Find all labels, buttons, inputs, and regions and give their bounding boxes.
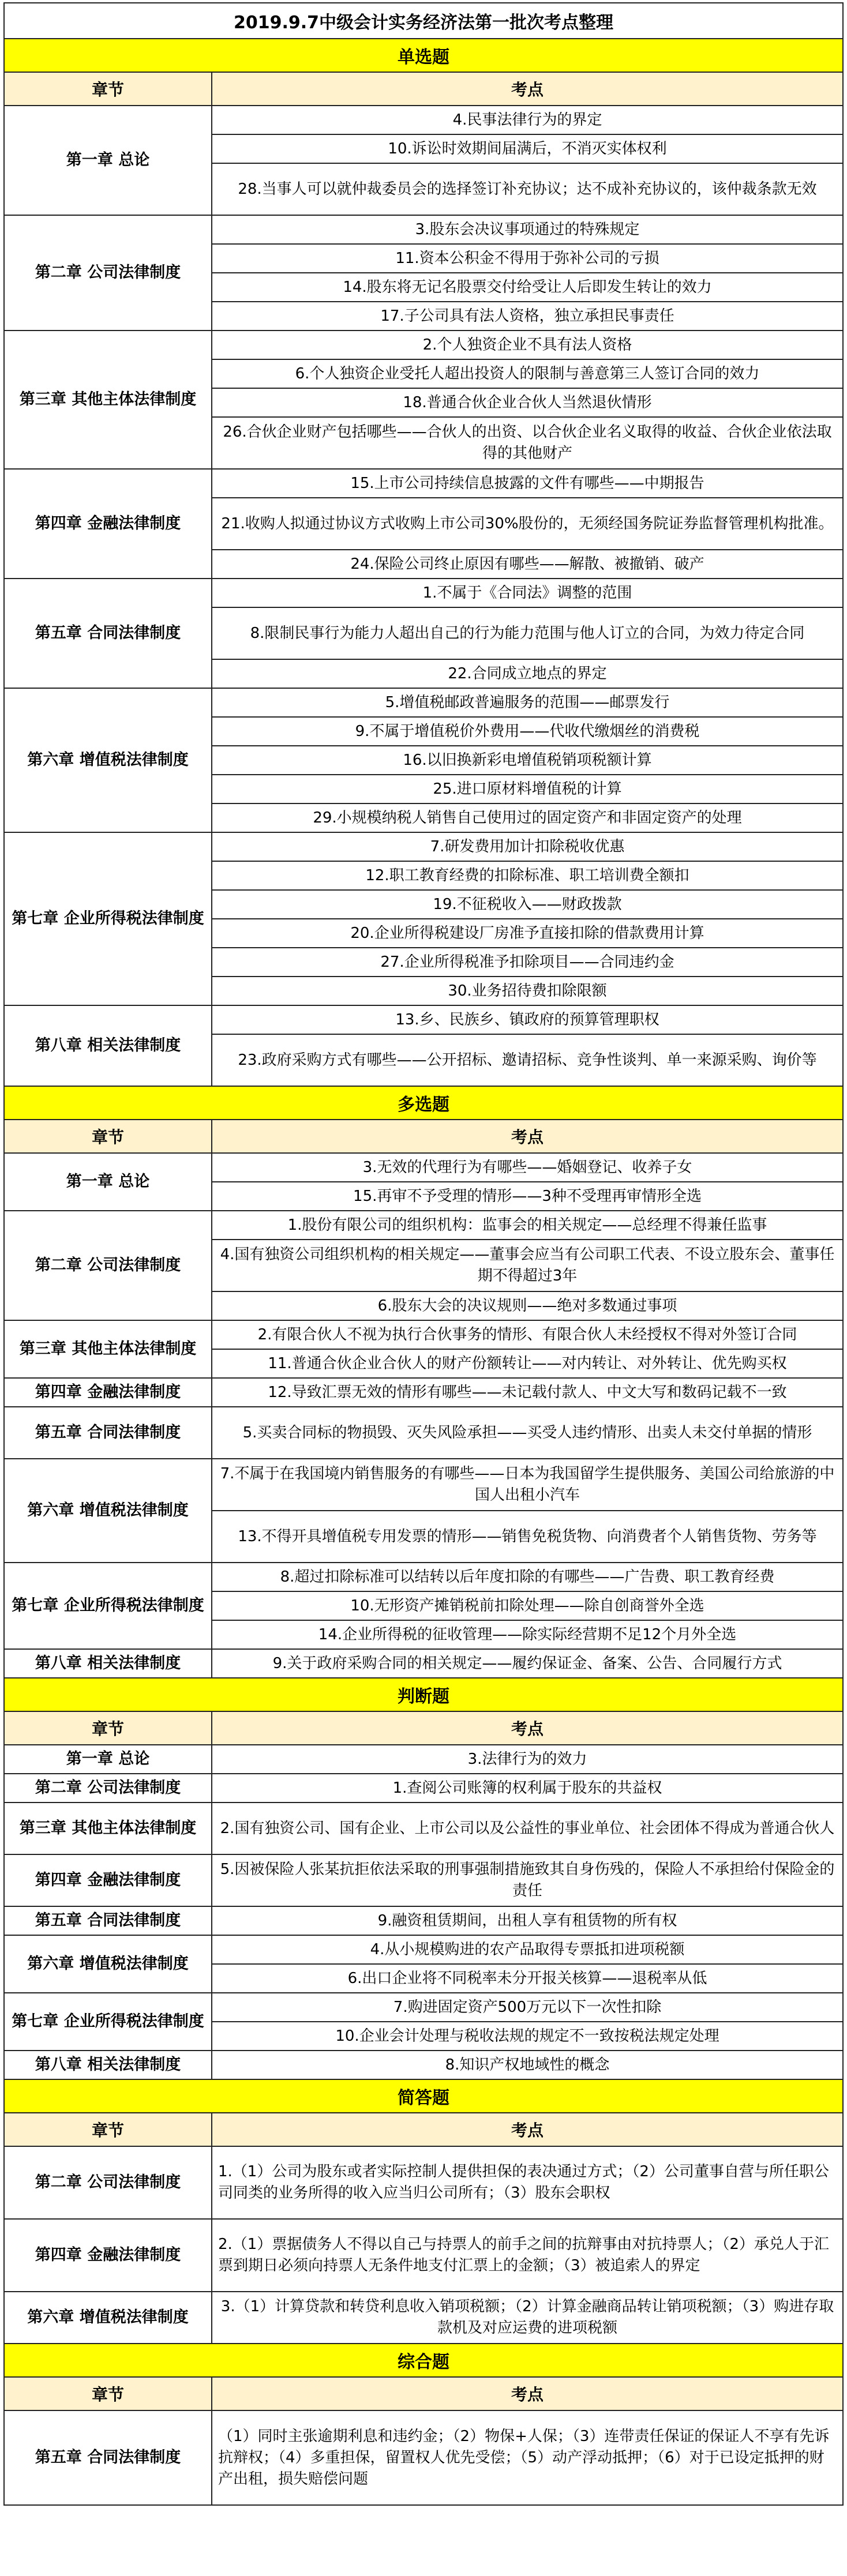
point-cell: 12.导致汇票无效的情形有哪些——未记载付款人、中文大写和数码记载不一致	[212, 1378, 843, 1407]
chapter-cell: 第四章 金融法律制度	[4, 469, 212, 579]
point-cell: 27.企业所得税准予扣除项目——合同违约金	[212, 948, 843, 977]
chapter-cell: 第二章 公司法律制度	[4, 2146, 212, 2219]
chapter-cell: 第三章 其他主体法律制度	[4, 331, 212, 469]
point-cell: 13.乡、民族乡、镇政府的预算管理职权	[212, 1005, 843, 1034]
point-cell: 15.再审不予受理的情形——3种不受理再审情形全选	[212, 1182, 843, 1211]
chapter-cell: 第六章 增值税法律制度	[4, 688, 212, 832]
point-cell: 9.不属于增值税价外费用——代收代缴烟丝的消费税	[212, 717, 843, 746]
table-row	[4, 1153, 843, 1182]
point-cell: 6.个人独资企业受托人超出投资人的限制与善意第三人签订合同的效力	[212, 359, 843, 388]
point-cell: 4.国有独资公司组织机构的相关规定——董事会应当有公司职工代表、不设立股东会、董事任期不得超过3年	[212, 1240, 843, 1291]
column-header-point: 考点	[212, 1120, 843, 1153]
point-cell: 24.保险公司终止原因有哪些——解散、被撤销、破产	[212, 550, 843, 579]
point-cell: 2.有限合伙人不视为执行合伙事务的情形、有限合伙人未经授权不得对外签订合同	[212, 1320, 843, 1349]
column-header-chapter: 章节	[4, 2377, 212, 2410]
title-row	[4, 3, 843, 39]
point-cell: 8.知识产权地域性的概念	[212, 2051, 843, 2079]
section-title: 单选题	[4, 39, 843, 72]
chapter-cell: 第五章 合同法律制度	[4, 1407, 212, 1459]
point-cell: 21.收购人拟通过协议方式收购上市公司30%股份的，无须经国务院证券监督管理机构批准。	[212, 498, 843, 550]
table-row	[4, 1320, 843, 1349]
chapter-cell: 第七章 企业所得税法律制度	[4, 1993, 212, 2051]
point-cell: 6.股东大会的决议规则——绝对多数通过事项	[212, 1291, 843, 1320]
table-row	[4, 2219, 843, 2292]
point-cell: 8.限制民事行为能力人超出自己的行为能力范围与他人订立的合同，为效力待定合同	[212, 607, 843, 659]
table-row	[4, 579, 843, 607]
chapter-cell: 第七章 企业所得税法律制度	[4, 832, 212, 1005]
chapter-cell: 第一章 总论	[4, 106, 212, 215]
table-row	[4, 469, 843, 498]
point-cell: 28.当事人可以就仲裁委员会的选择签订补充协议；达不成补充协议的，该仲裁条款无效	[212, 163, 843, 215]
point-cell: 23.政府采购方式有哪些——公开招标、邀请招标、竞争性谈判、单一来源采购、询价等	[212, 1034, 843, 1086]
table-row	[4, 1906, 843, 1935]
point-cell: 30.业务招待费扣除限额	[212, 977, 843, 1005]
column-header-point: 考点	[212, 72, 843, 106]
section-header-row	[4, 1678, 843, 1711]
point-cell: 10.诉讼时效期间届满后，不消灭实体权利	[212, 134, 843, 163]
chapter-cell: 第四章 金融法律制度	[4, 2219, 212, 2292]
point-cell: 2.（1）票据债务人不得以自己与持票人的前手之间的抗辩事由对抗持票人；（2）承兑人于汇票到期日必须向持票人无条件地支付汇票上的金额；（3）被追索人的界定	[212, 2219, 843, 2292]
point-cell: 4.从小规模购进的农产品取得专票抵扣进项税额	[212, 1935, 843, 1964]
chapter-cell: 第三章 其他主体法律制度	[4, 1803, 212, 1854]
point-cell: 11.普通合伙企业合伙人的财产份额转让——对内转让、对外转让、优先购买权	[212, 1349, 843, 1378]
chapter-cell: 第五章 合同法律制度	[4, 2410, 212, 2505]
chapter-cell: 第二章 公司法律制度	[4, 1774, 212, 1803]
point-cell: 7.不属于在我国境内销售服务的有哪些——日本为我国留学生提供服务、美国公司给旅游的中国人出租小汽车	[212, 1459, 843, 1511]
table-row	[4, 106, 843, 134]
point-cell: 25.进口原材料增值税的计算	[212, 775, 843, 803]
section-header-row	[4, 1086, 843, 1120]
page-title: 2019.9.7中级会计实务经济法第一批次考点整理	[4, 3, 843, 39]
exam-points-table	[3, 2, 844, 2506]
chapter-cell: 第二章 公司法律制度	[4, 215, 212, 331]
column-header-row	[4, 2377, 843, 2410]
table-row	[4, 1378, 843, 1407]
chapter-cell: 第四章 金融法律制度	[4, 1378, 212, 1407]
section-title: 简答题	[4, 2079, 843, 2113]
point-cell: 10.无形资产摊销税前扣除处理——除自创商誉外全选	[212, 1591, 843, 1620]
chapter-cell: 第二章 公司法律制度	[4, 1211, 212, 1320]
point-cell: 7.购进固定资产500万元以下一次性扣除	[212, 1993, 843, 2022]
column-header-row	[4, 1120, 843, 1153]
chapter-cell: 第一章 总论	[4, 1153, 212, 1211]
chapter-cell: 第八章 相关法律制度	[4, 2051, 212, 2079]
section-title: 综合题	[4, 2344, 843, 2377]
point-cell: 22.合同成立地点的界定	[212, 659, 843, 688]
table-row	[4, 215, 843, 244]
point-cell: 29.小规模纳税人销售自己使用过的固定资产和非固定资产的处理	[212, 803, 843, 832]
point-cell: 1.不属于《合同法》调整的范围	[212, 579, 843, 607]
point-cell: 13.不得开具增值税专用发票的情形——销售免税货物、向消费者个人销售货物、劳务等	[212, 1511, 843, 1563]
table-row	[4, 1854, 843, 1906]
table-row	[4, 1774, 843, 1803]
table-row	[4, 1935, 843, 1964]
point-cell: 10.企业会计处理与税收法规的规定不一致按税法规定处理	[212, 2022, 843, 2051]
point-cell: 3.无效的代理行为有哪些——婚姻登记、收养子女	[212, 1153, 843, 1182]
column-header-point: 考点	[212, 2377, 843, 2410]
column-header-chapter: 章节	[4, 72, 212, 106]
column-header-chapter: 章节	[4, 1711, 212, 1745]
chapter-cell: 第五章 合同法律制度	[4, 579, 212, 688]
point-cell: 2.国有独资公司、国有企业、上市公司以及公益性的事业单位、社会团体不得成为普通合伙人	[212, 1803, 843, 1854]
table-row	[4, 1745, 843, 1774]
section-header-row	[4, 2079, 843, 2113]
table-row	[4, 832, 843, 861]
table-row	[4, 2051, 843, 2079]
point-cell: 26.合伙企业财产包括哪些——合伙人的出资、以合伙企业名义取得的收益、合伙企业依法取得的其他财产	[212, 417, 843, 469]
chapter-cell: 第六章 增值税法律制度	[4, 1459, 212, 1563]
table-row	[4, 1211, 843, 1240]
point-cell: 11.资本公积金不得用于弥补公司的亏损	[212, 244, 843, 273]
point-cell: 5.增值税邮政普遍服务的范围——邮票发行	[212, 688, 843, 717]
chapter-cell: 第五章 合同法律制度	[4, 1906, 212, 1935]
point-cell: 9.融资租赁期间，出租人享有租赁物的所有权	[212, 1906, 843, 1935]
point-cell: 9.关于政府采购合同的相关规定——履约保证金、备案、公告、合同履行方式	[212, 1649, 843, 1678]
table-row	[4, 1005, 843, 1034]
chapter-cell: 第一章 总论	[4, 1745, 212, 1774]
chapter-cell: 第八章 相关法律制度	[4, 1649, 212, 1678]
section-header-row	[4, 2344, 843, 2377]
point-cell: 1.股份有限公司的组织机构：监事会的相关规定——总经理不得兼任监事	[212, 1211, 843, 1240]
column-header-row	[4, 2113, 843, 2146]
point-cell: 17.子公司具有法人资格，独立承担民事责任	[212, 302, 843, 331]
point-cell: （1）同时主张逾期利息和违约金；（2）物保+人保；（3）连带责任保证的保证人不享有先诉抗辩权；（4）多重担保，留置权人优先受偿；（5）动产浮动抵押；（6）对于已设定抵押的财产出租，损失赔偿问题	[212, 2410, 843, 2505]
point-cell: 7.研发费用加计扣除税收优惠	[212, 832, 843, 861]
table-row	[4, 1993, 843, 2022]
chapter-cell: 第七章 企业所得税法律制度	[4, 1563, 212, 1649]
chapter-cell: 第四章 金融法律制度	[4, 1854, 212, 1906]
column-header-row	[4, 1711, 843, 1745]
column-header-chapter: 章节	[4, 2113, 212, 2146]
column-header-point: 考点	[212, 1711, 843, 1745]
point-cell: 19.不征税收入——财政拨款	[212, 890, 843, 919]
table-row	[4, 688, 843, 717]
table-row	[4, 2146, 843, 2219]
point-cell: 5.因被保险人张某抗拒依法采取的刑事强制措施致其自身伤残的，保险人不承担给付保险金的责任	[212, 1854, 843, 1906]
point-cell: 1.查阅公司账簿的权利属于股东的共益权	[212, 1774, 843, 1803]
point-cell: 1.（1）公司为股东或者实际控制人提供担保的表决通过方式；（2）公司董事自营与所任职公司同类的业务所得的收入应当归公司所有；（3）股东会职权	[212, 2146, 843, 2219]
table-row	[4, 1563, 843, 1591]
point-cell: 3.法律行为的效力	[212, 1745, 843, 1774]
section-title: 判断题	[4, 1678, 843, 1711]
point-cell: 2.个人独资企业不具有法人资格	[212, 331, 843, 359]
chapter-cell: 第六章 增值税法律制度	[4, 1935, 212, 1993]
point-cell: 14.企业所得税的征收管理——除实际经营期不足12个月外全选	[212, 1620, 843, 1649]
table-row	[4, 1459, 843, 1511]
table-row	[4, 2292, 843, 2344]
table-row	[4, 2410, 843, 2505]
point-cell: 14.股东将无记名股票交付给受让人后即发生转让的效力	[212, 273, 843, 302]
point-cell: 3.股东会决议事项通过的特殊规定	[212, 215, 843, 244]
table-row	[4, 1803, 843, 1854]
table-row	[4, 1649, 843, 1678]
table-row	[4, 1407, 843, 1459]
point-cell: 12.职工教育经费的扣除标准、职工培训费全额扣	[212, 861, 843, 890]
section-title: 多选题	[4, 1086, 843, 1120]
section-header-row	[4, 39, 843, 72]
point-cell: 3.（1）计算贷款和转贷利息收入销项税额；（2）计算金融商品转让销项税额；（3）购进存取款机及对应运费的进项税额	[212, 2292, 843, 2344]
column-header-row	[4, 72, 843, 106]
point-cell: 6.出口企业将不同税率未分开报关核算——退税率从低	[212, 1964, 843, 1993]
column-header-chapter: 章节	[4, 1120, 212, 1153]
chapter-cell: 第六章 增值税法律制度	[4, 2292, 212, 2344]
chapter-cell: 第八章 相关法律制度	[4, 1005, 212, 1086]
table-row	[4, 331, 843, 359]
point-cell: 18.普通合伙企业合伙人当然退伙情形	[212, 388, 843, 417]
point-cell: 16.以旧换新彩电增值税销项税额计算	[212, 746, 843, 775]
point-cell: 8.超过扣除标准可以结转以后年度扣除的有哪些——广告费、职工教育经费	[212, 1563, 843, 1591]
chapter-cell: 第三章 其他主体法律制度	[4, 1320, 212, 1378]
point-cell: 15.上市公司持续信息披露的文件有哪些——中期报告	[212, 469, 843, 498]
point-cell: 4.民事法律行为的界定	[212, 106, 843, 134]
point-cell: 5.买卖合同标的物损毁、灭失风险承担——买受人违约情形、出卖人未交付单据的情形	[212, 1407, 843, 1459]
point-cell: 20.企业所得税建设厂房准予直接扣除的借款费用计算	[212, 919, 843, 948]
column-header-point: 考点	[212, 2113, 843, 2146]
